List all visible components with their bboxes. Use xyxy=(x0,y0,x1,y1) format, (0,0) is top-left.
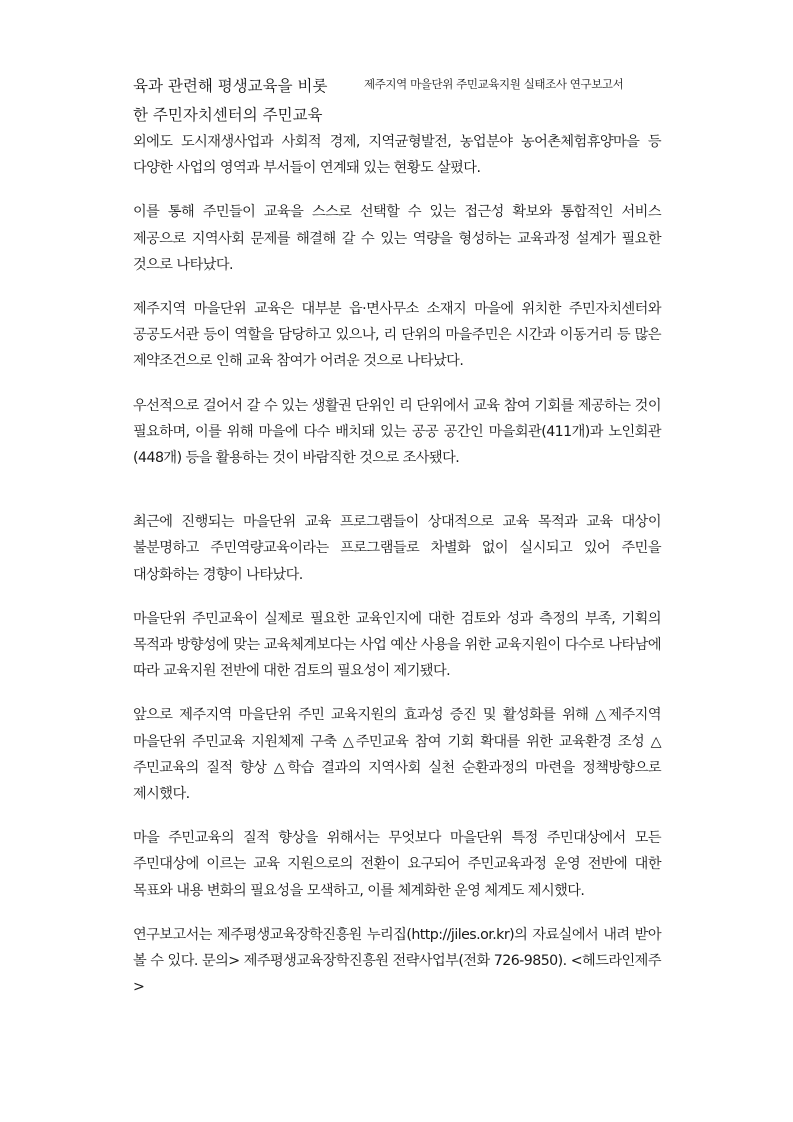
paragraph-1: 외에도 도시재생사업과 사회적 경제, 지역균형발전, 농업분야 농어촌체험휴양마을 등 다양한 사업의 영역과 부서들이 연계돼 있는 현황도 살폈다. xyxy=(133,134,661,177)
paragraph-6: 마을단위 주민교육이 실제로 필요한 교육인지에 대한 검토와 성과 측정의 부족, 기획의 목적과 방향성에 맞는 교육체계보다는 사업 예산 사용을 위한 교육지원이 다수로 나타남에 따라 교육지원 전반에 대한 검토의 필요성이 제기됐다. xyxy=(133,610,661,680)
paragraph-7: 앞으로 제주지역 마을단위 주민 교육지원의 효과성 증진 및 활성화를 위해 △제주지역 마을단위 주민교육 지원체제 구축 △주민교육 참여 기회 확대를 위한 교육환경 조성 △주민교육의 질적 향상 △학습 결과의 지역사회 실천 순환과정의 마련을 정책방향으로 제시했다. xyxy=(133,707,661,803)
running-title: 제주지역 마을단위 주민교육지원 실태조사 연구보고서 xyxy=(364,77,624,91)
paragraph-8: 마을 주민교육의 질적 향상을 위해서는 무엇보다 마을단위 특정 주민대상에서 모든 주민대상에 이르는 교육 지원으로의 전환이 요구되어 주민교육과정 운영 전반에 대한 목표와 내용 변화의 필요성을 모색하고, 이를 체계화한 운영 체계도 제시했다. xyxy=(133,830,661,899)
heading-line-1: 육과 관련해 평생교육을 비롯 xyxy=(133,77,328,95)
paragraph-5: 최근에 진행되는 마을단위 교육 프로그램들이 상대적으로 교육 목적과 교육 대상이 불분명하고 주민역량교육이라는 프로그램들로 차별화 없이 실시되고 있어 주민을 대상화하는 경향이 나타났다. xyxy=(133,514,661,583)
paragraph-9: 연구보고서는 제주평생교육장학진흥원 누리집(http://jiles.or.kr)의 자료실에서 내려 받아 볼 수 있다. 문의> 제주평생교육장학진흥원 전략사업부(전화 726-9850). <헤드라인제주> xyxy=(133,926,661,996)
heading-line-2: 한 주민자치센터의 주민교육 xyxy=(133,106,323,124)
article-body xyxy=(133,129,661,1018)
paragraph-2: 이를 통해 주민들이 교육을 스스로 선택할 수 있는 접근성 확보와 통합적인 서비스 제공으로 지역사회 문제를 해결해 갈 수 있는 역량을 형성하는 교육과정 설계가 필요한 것으로 나타났다. xyxy=(133,204,661,273)
paragraph-4: 우선적으로 걸어서 갈 수 있는 생활권 단위인 리 단위에서 교육 참여 기회를 제공하는 것이 필요하며, 이를 위해 마을에 다수 배치돼 있는 공공 공간인 마을회관(411개)과 노인회관(448개) 등을 활용하는 것이 바람직한 것으로 조사됐다. xyxy=(133,397,661,467)
paragraph-3: 제주지역 마을단위 교육은 대부분 읍·면사무소 소재지 마을에 위치한 주민자치센터와 공공도서관 등이 역할을 담당하고 있으나, 리 단위의 마을주민은 시간과 이동거리 등 많은 제약조건으로 인해 교육 참여가 어려운 것으로 나타났다. xyxy=(133,301,661,370)
article-heading xyxy=(133,72,327,130)
